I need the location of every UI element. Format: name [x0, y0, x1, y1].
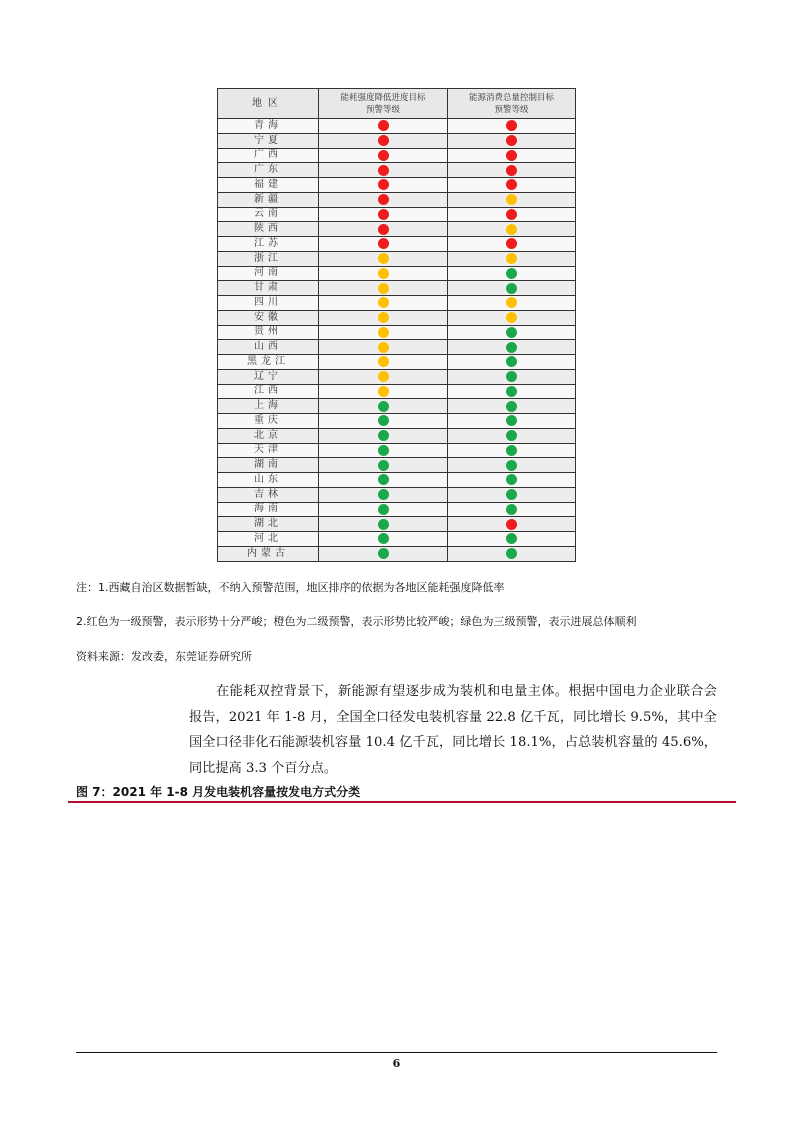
red-warning-dot-icon — [378, 224, 389, 235]
total-level-cell — [448, 443, 576, 458]
green-warning-dot-icon — [506, 386, 517, 397]
intensity-level-cell — [319, 281, 448, 296]
total-level-cell — [448, 399, 576, 414]
region-cell: 山西 — [218, 340, 319, 355]
orange-warning-dot-icon — [506, 297, 517, 308]
region-cell: 天津 — [218, 443, 319, 458]
intensity-header-line2: 预警等级 — [365, 104, 400, 115]
total-level-cell — [448, 148, 576, 163]
intensity-level-cell — [319, 428, 448, 443]
green-warning-dot-icon — [506, 504, 517, 515]
intensity-level-cell — [319, 296, 448, 311]
table-row — [218, 163, 576, 178]
intensity-level-cell — [319, 119, 448, 134]
intensity-level-cell — [319, 517, 448, 532]
intensity-level-cell — [319, 384, 448, 399]
total-level-cell — [448, 473, 576, 488]
table-row — [218, 517, 576, 532]
orange-warning-dot-icon — [378, 268, 389, 279]
red-warning-dot-icon — [506, 165, 517, 176]
figure-caption: 图 7：2021 年 1-8 月发电装机容量按发电方式分类 — [76, 785, 361, 799]
intensity-header-line1: 能耗强度降低进度目标 — [340, 92, 426, 103]
green-warning-dot-icon — [378, 415, 389, 426]
intensity-level-cell — [319, 502, 448, 517]
region-cell: 宁夏 — [218, 133, 319, 148]
intensity-level-cell — [319, 458, 448, 473]
orange-warning-dot-icon — [378, 253, 389, 264]
table-row — [218, 207, 576, 222]
table-row — [218, 133, 576, 148]
intensity-column-header — [319, 89, 448, 119]
red-warning-dot-icon — [378, 194, 389, 205]
table-row — [218, 296, 576, 311]
red-warning-dot-icon — [506, 238, 517, 249]
region-cell: 内蒙古 — [218, 546, 319, 561]
green-warning-dot-icon — [506, 327, 517, 338]
intensity-level-cell — [319, 546, 448, 561]
red-warning-dot-icon — [378, 209, 389, 220]
intensity-level-cell — [319, 251, 448, 266]
red-warning-dot-icon — [378, 135, 389, 146]
green-warning-dot-icon — [378, 445, 389, 456]
intensity-level-cell — [319, 192, 448, 207]
green-warning-dot-icon — [378, 474, 389, 485]
source-note: 资料来源：发改委，东莞证券研究所 — [76, 650, 252, 663]
total-level-cell — [448, 222, 576, 237]
table-header-row — [218, 89, 576, 119]
intensity-level-cell — [319, 487, 448, 502]
intensity-level-cell — [319, 340, 448, 355]
region-cell: 广东 — [218, 163, 319, 178]
region-cell: 贵州 — [218, 325, 319, 340]
intensity-level-cell — [319, 473, 448, 488]
intensity-level-cell — [319, 325, 448, 340]
green-warning-dot-icon — [378, 460, 389, 471]
table-row — [218, 119, 576, 134]
intensity-level-cell — [319, 532, 448, 547]
orange-warning-dot-icon — [378, 356, 389, 367]
green-warning-dot-icon — [506, 533, 517, 544]
orange-warning-dot-icon — [378, 327, 389, 338]
green-warning-dot-icon — [506, 401, 517, 412]
green-warning-dot-icon — [506, 430, 517, 441]
green-warning-dot-icon — [506, 356, 517, 367]
total-header-line1: 能源消费总量控制目标 — [468, 92, 554, 103]
green-warning-dot-icon — [506, 474, 517, 485]
total-level-cell — [448, 458, 576, 473]
region-cell: 青海 — [218, 119, 319, 134]
region-cell: 湖南 — [218, 458, 319, 473]
region-cell: 江西 — [218, 384, 319, 399]
region-cell: 海南 — [218, 502, 319, 517]
red-warning-dot-icon — [506, 150, 517, 161]
table-row — [218, 546, 576, 561]
table-body — [218, 119, 576, 562]
footer-rule — [76, 1052, 717, 1053]
region-cell: 黑龙江 — [218, 355, 319, 370]
table-row — [218, 222, 576, 237]
orange-warning-dot-icon — [378, 283, 389, 294]
orange-warning-dot-icon — [378, 371, 389, 382]
orange-warning-dot-icon — [378, 342, 389, 353]
intensity-level-cell — [319, 399, 448, 414]
total-level-cell — [448, 296, 576, 311]
table-row — [218, 399, 576, 414]
table-row — [218, 502, 576, 517]
green-warning-dot-icon — [506, 342, 517, 353]
green-warning-dot-icon — [506, 489, 517, 500]
red-warning-dot-icon — [506, 135, 517, 146]
warning-level-table — [217, 88, 576, 562]
orange-warning-dot-icon — [506, 194, 517, 205]
note-2: 2.红色为一级预警，表示形势十分严峻；橙色为二级预警，表示形势比较严峻；绿色为三级预警，表示进展总体顺利 — [76, 615, 637, 628]
intensity-level-cell — [319, 355, 448, 370]
total-level-cell — [448, 355, 576, 370]
total-level-cell — [448, 369, 576, 384]
green-warning-dot-icon — [506, 460, 517, 471]
green-warning-dot-icon — [506, 371, 517, 382]
green-warning-dot-icon — [378, 489, 389, 500]
red-warning-dot-icon — [506, 519, 517, 530]
red-warning-dot-icon — [378, 165, 389, 176]
region-cell: 新疆 — [218, 192, 319, 207]
total-level-cell — [448, 310, 576, 325]
intensity-level-cell — [319, 414, 448, 429]
total-level-cell — [448, 178, 576, 193]
table-row — [218, 281, 576, 296]
green-warning-dot-icon — [506, 415, 517, 426]
table-row — [218, 487, 576, 502]
intensity-level-cell — [319, 163, 448, 178]
total-level-cell — [448, 266, 576, 281]
region-column-header: 地区 — [218, 89, 319, 119]
table-row — [218, 369, 576, 384]
red-warning-dot-icon — [378, 238, 389, 249]
orange-warning-dot-icon — [378, 297, 389, 308]
region-cell: 上海 — [218, 399, 319, 414]
total-column-header — [448, 89, 576, 119]
total-level-cell — [448, 487, 576, 502]
caption-rule — [68, 801, 736, 803]
red-warning-dot-icon — [378, 179, 389, 190]
red-warning-dot-icon — [378, 150, 389, 161]
intensity-level-cell — [319, 207, 448, 222]
red-warning-dot-icon — [378, 120, 389, 131]
green-warning-dot-icon — [378, 519, 389, 530]
table-row — [218, 473, 576, 488]
region-cell: 北京 — [218, 428, 319, 443]
intensity-level-cell — [319, 222, 448, 237]
total-level-cell — [448, 325, 576, 340]
red-warning-dot-icon — [506, 179, 517, 190]
table-row — [218, 251, 576, 266]
total-level-cell — [448, 281, 576, 296]
green-warning-dot-icon — [378, 504, 389, 515]
region-cell: 浙江 — [218, 251, 319, 266]
total-level-cell — [448, 546, 576, 561]
region-cell: 四川 — [218, 296, 319, 311]
green-warning-dot-icon — [506, 445, 517, 456]
total-level-cell — [448, 340, 576, 355]
page-number: 6 — [392, 1057, 401, 1070]
total-level-cell — [448, 251, 576, 266]
table-row — [218, 266, 576, 281]
green-warning-dot-icon — [378, 430, 389, 441]
intensity-level-cell — [319, 266, 448, 281]
orange-warning-dot-icon — [378, 386, 389, 397]
region-cell: 甘肃 — [218, 281, 319, 296]
orange-warning-dot-icon — [506, 224, 517, 235]
total-level-cell — [448, 133, 576, 148]
body-paragraph: 在能耗双控背景下，新能源有望逐步成为装机和电量主体。根据中国电力企业联合会报告，2021 年 1-8 月，全国全口径发电装机容量 22.8 亿千瓦，同比增长 9.5%，其中全国全口径非化石能源装机容量 10.4 亿千瓦，同比增长 18.1%，占总装机容量的 45.6%，同比提高 3.3 个百分点。 — [189, 684, 717, 776]
table-row — [218, 310, 576, 325]
green-warning-dot-icon — [506, 283, 517, 294]
green-warning-dot-icon — [378, 401, 389, 412]
green-warning-dot-icon — [378, 533, 389, 544]
region-cell: 吉林 — [218, 487, 319, 502]
region-cell: 重庆 — [218, 414, 319, 429]
table-row — [218, 458, 576, 473]
total-level-cell — [448, 207, 576, 222]
total-header-line2: 预警等级 — [494, 104, 529, 115]
note-1: 注：1.西藏自治区数据暂缺，不纳入预警范围，地区排序的依据为各地区能耗强度降低率 — [76, 581, 505, 594]
orange-warning-dot-icon — [506, 312, 517, 323]
region-cell: 安徽 — [218, 310, 319, 325]
region-cell: 江苏 — [218, 237, 319, 252]
orange-warning-dot-icon — [378, 312, 389, 323]
total-level-cell — [448, 502, 576, 517]
region-cell: 福建 — [218, 178, 319, 193]
total-level-cell — [448, 428, 576, 443]
green-warning-dot-icon — [506, 548, 517, 559]
total-level-cell — [448, 384, 576, 399]
green-warning-dot-icon — [506, 268, 517, 279]
intensity-level-cell — [319, 443, 448, 458]
table-row — [218, 355, 576, 370]
table-row — [218, 414, 576, 429]
intensity-level-cell — [319, 178, 448, 193]
table-row — [218, 340, 576, 355]
red-warning-dot-icon — [506, 120, 517, 131]
region-cell: 广西 — [218, 148, 319, 163]
table-row — [218, 532, 576, 547]
table-row — [218, 192, 576, 207]
green-warning-dot-icon — [378, 548, 389, 559]
intensity-level-cell — [319, 133, 448, 148]
region-cell: 陕西 — [218, 222, 319, 237]
table-row — [218, 148, 576, 163]
total-level-cell — [448, 163, 576, 178]
region-cell: 云南 — [218, 207, 319, 222]
total-level-cell — [448, 119, 576, 134]
table-row — [218, 384, 576, 399]
total-level-cell — [448, 192, 576, 207]
intensity-level-cell — [319, 237, 448, 252]
region-cell: 山东 — [218, 473, 319, 488]
intensity-level-cell — [319, 310, 448, 325]
total-level-cell — [448, 517, 576, 532]
total-level-cell — [448, 532, 576, 547]
region-cell: 河北 — [218, 532, 319, 547]
table-row — [218, 428, 576, 443]
table-row — [218, 443, 576, 458]
region-cell: 河南 — [218, 266, 319, 281]
table-row — [218, 237, 576, 252]
table-row — [218, 325, 576, 340]
red-warning-dot-icon — [506, 209, 517, 220]
intensity-level-cell — [319, 148, 448, 163]
total-level-cell — [448, 414, 576, 429]
total-level-cell — [448, 237, 576, 252]
orange-warning-dot-icon — [506, 253, 517, 264]
intensity-level-cell — [319, 369, 448, 384]
table-row — [218, 178, 576, 193]
region-cell: 湖北 — [218, 517, 319, 532]
region-cell: 辽宁 — [218, 369, 319, 384]
